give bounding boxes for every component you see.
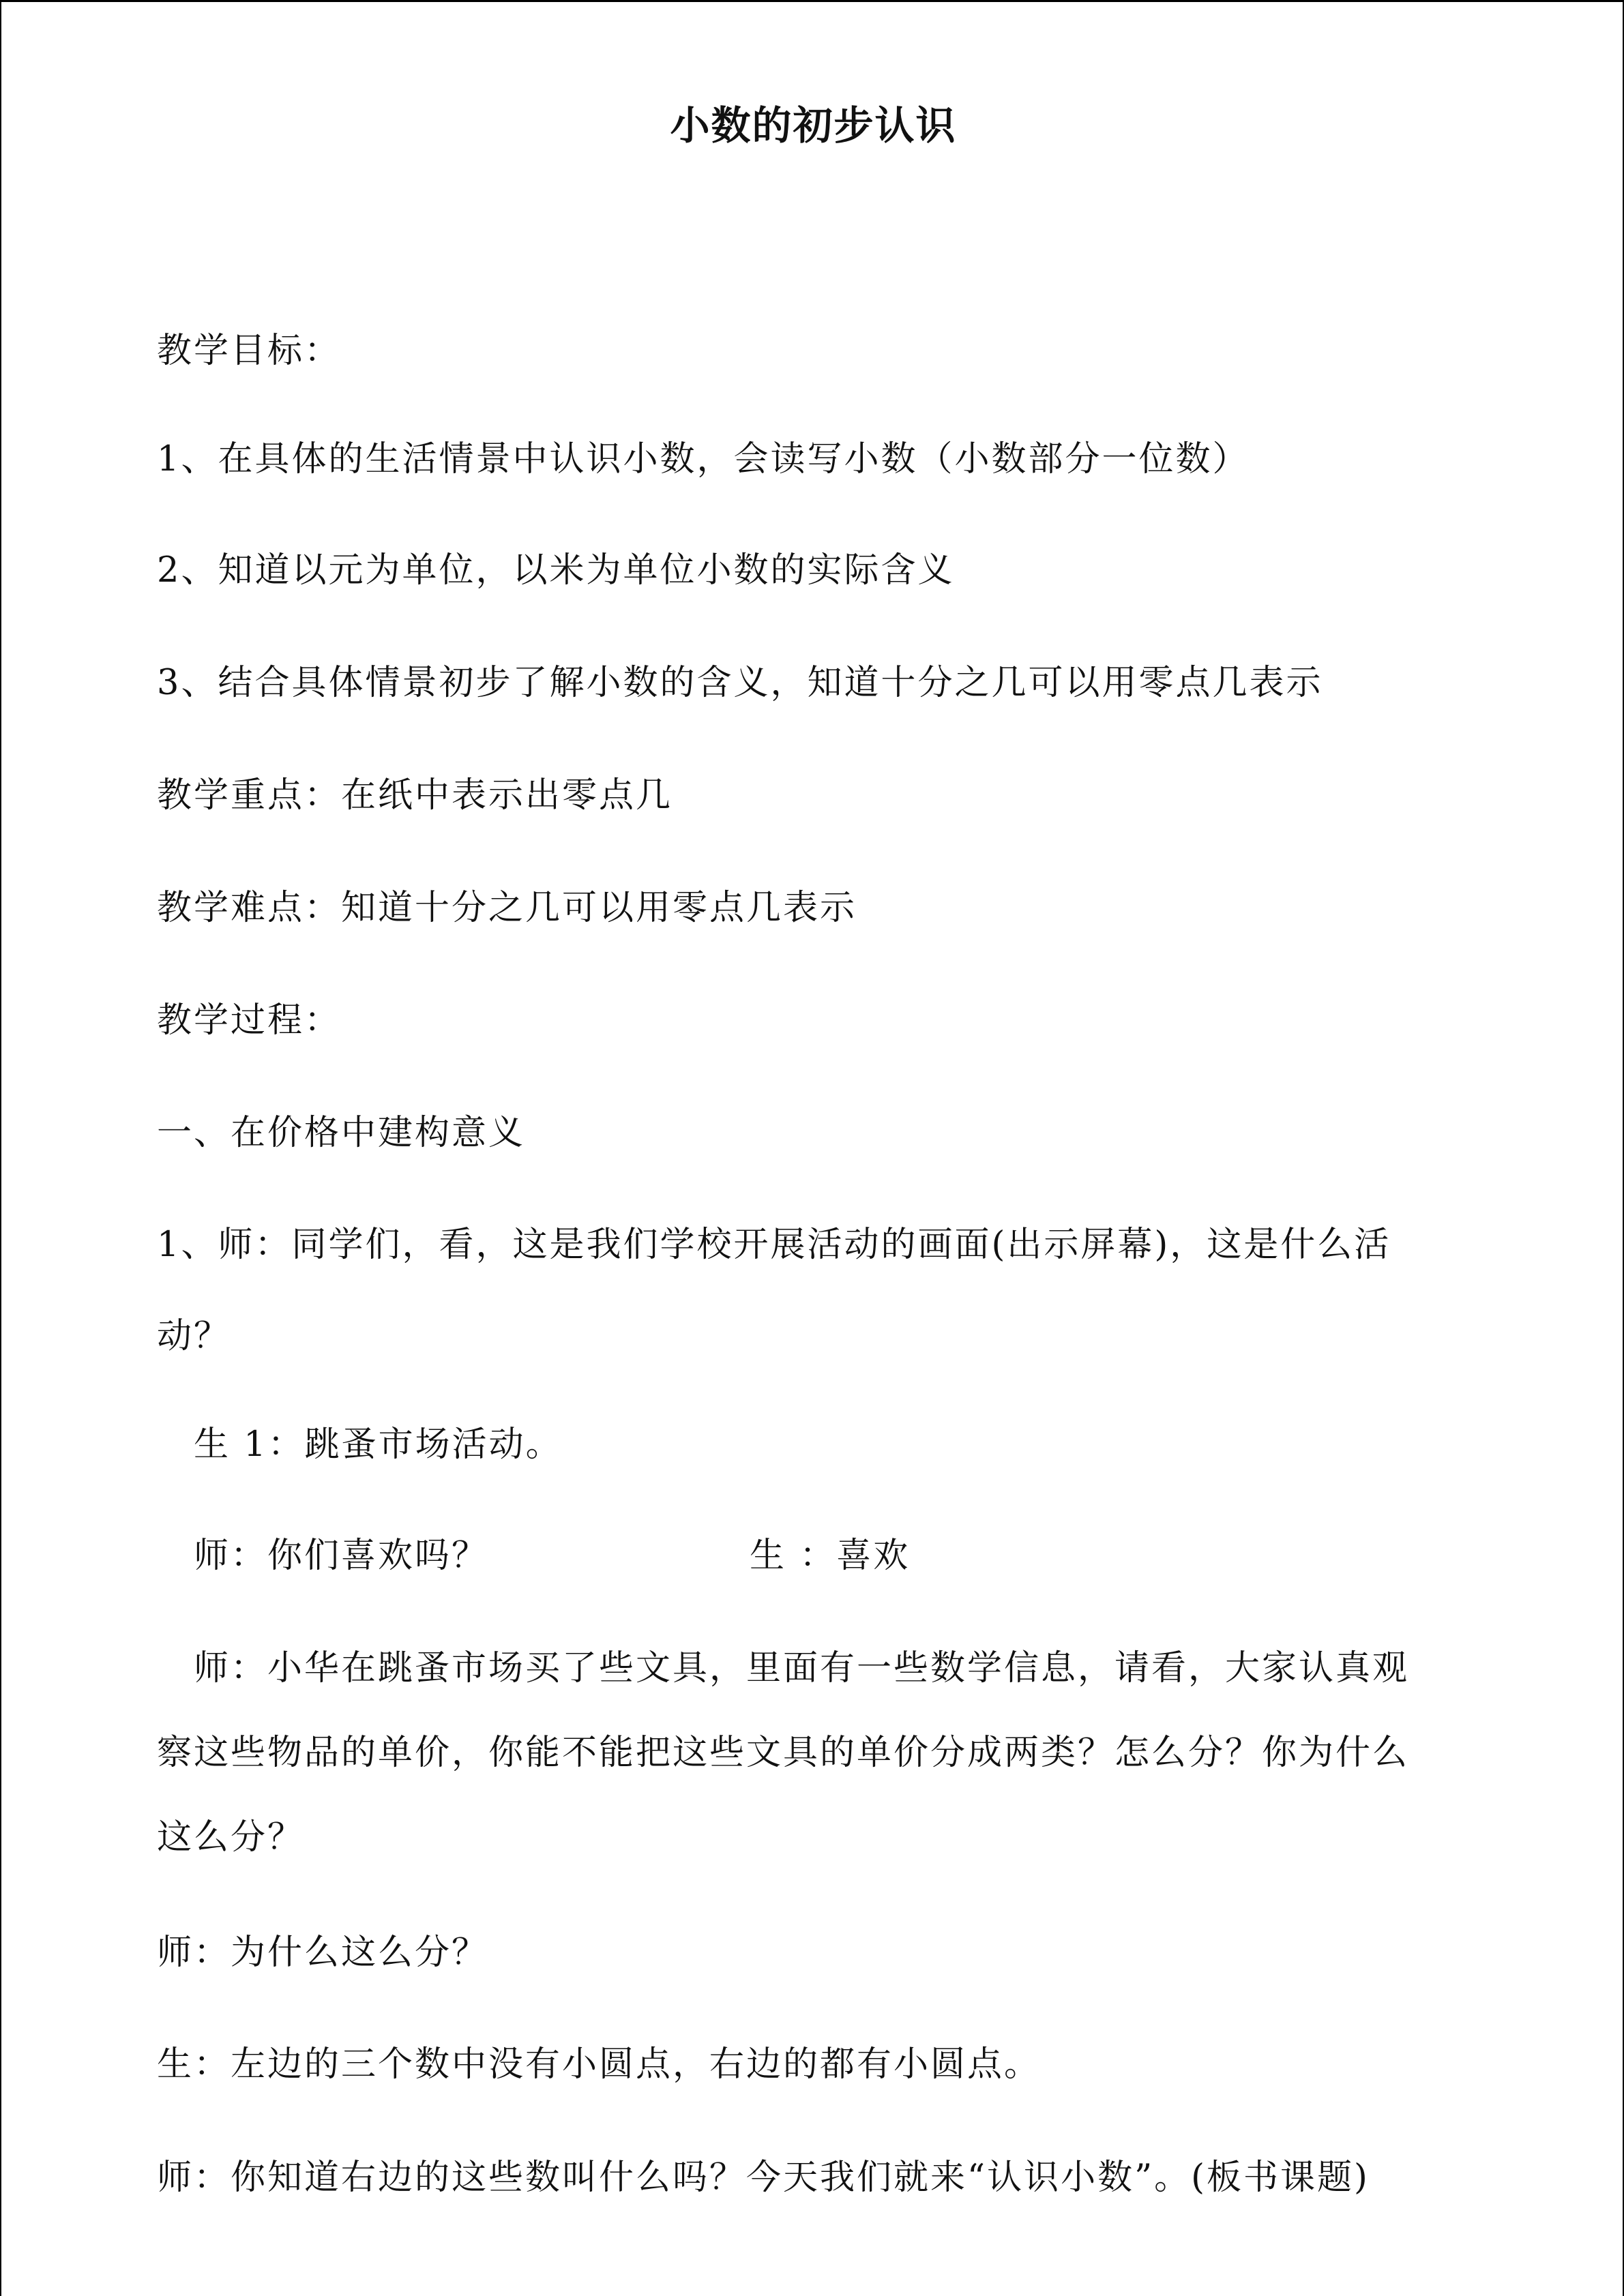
student-reply-1: 生 1：跳蚤市场活动。 — [194, 1425, 563, 1465]
paragraph-line: 这么分？ — [157, 1817, 305, 1858]
student-answer: 生：左边的三个数中没有小圆点，右边的都有小圆点。 — [157, 2044, 1042, 2085]
goal-item-1: 1、在具体的生活情景中认识小数，会读写小数（小数部分一位数） — [157, 439, 1250, 479]
teacher-statement: 师：你知道右边的这些数叫什么吗？今天我们就来“认识小数”。(板书课题) — [157, 2158, 1370, 2198]
heading-teaching-process: 教学过程： — [157, 1000, 342, 1041]
student-reply-2: 生 ：喜欢 — [750, 1536, 911, 1576]
teaching-difficulty: 教学难点：知道十分之几可以用零点几表示 — [157, 888, 857, 928]
paragraph-line: 动？ — [157, 1316, 231, 1356]
goal-item-3: 3、结合具体情景初步了解小数的含义，知道十分之几可以用零点几表示 — [157, 663, 1323, 703]
teacher-question-2: 师：为什么这么分？ — [157, 1933, 489, 1973]
paragraph-line: 1、师：同学们，看，这是我们学校开展活动的画面(出示屏幕)，这是什么活 — [157, 1225, 1391, 1265]
paragraph-line: 察这些物品的单价，你能不能把这些文具的单价分成两类？怎么分？你为什么 — [157, 1733, 1410, 1773]
teaching-key-point: 教学重点：在纸中表示出零点几 — [157, 775, 673, 816]
document-title: 小数的初步认识 — [670, 102, 957, 149]
goal-item-2: 2、知道以元为单位，以米为单位小数的实际含义 — [157, 550, 955, 591]
heading-teaching-goals: 教学目标： — [157, 331, 342, 371]
teacher-question: 师：你们喜欢吗？ — [194, 1536, 489, 1576]
section-heading-1: 一、在价格中建构意义 — [157, 1113, 526, 1153]
paragraph-line: 师：小华在跳蚤市场买了些文具，里面有一些数学信息，请看，大家认真观 — [194, 1648, 1410, 1688]
